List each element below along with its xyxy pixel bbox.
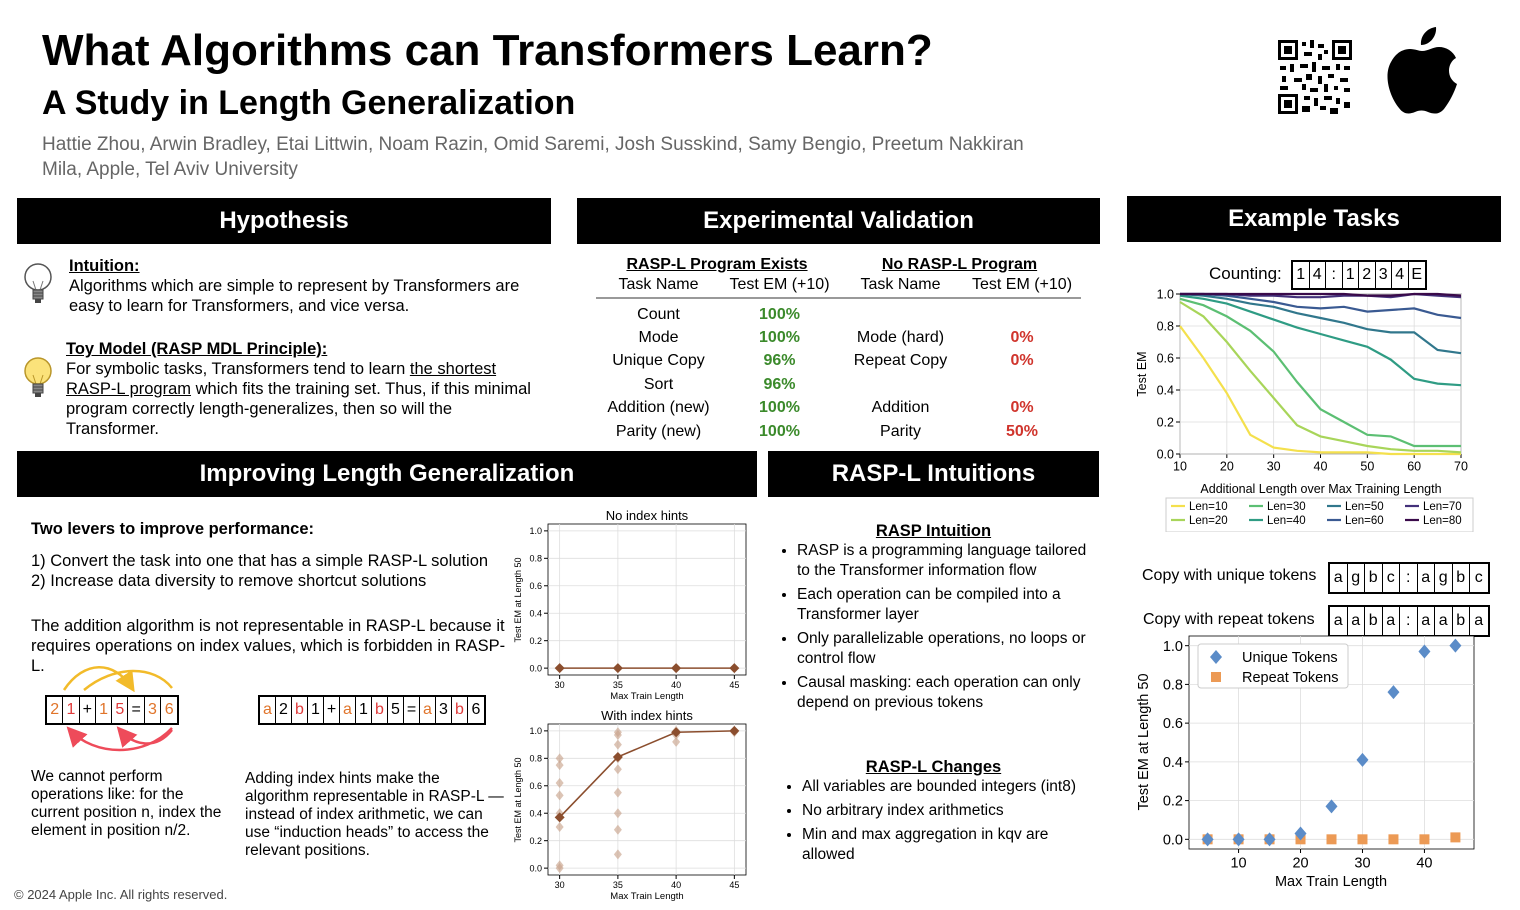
levers-title: Two levers to improve performance: [31,520,315,538]
y-axis-label: Test EM [1135,351,1149,397]
y-tick-label: 0.0 [529,663,542,674]
token: 1 [308,697,324,723]
col-em-left: Test EM (+10) [729,276,830,293]
rasp-intuition-title: RASP Intuition [875,522,992,540]
bullet-item: • Each operation can be compiled into a Transformer layer [797,585,1095,625]
with-hints-chart [510,708,760,904]
x-tick-label: 60 [1407,459,1422,474]
legend-label: Len=10 [1189,501,1228,513]
task-cell: Mode (hard) [856,329,945,347]
x-tick-label: 20 [1219,459,1234,474]
x-tick-label: 40 [1313,459,1328,474]
token: 1 [96,697,112,723]
token: b [452,697,468,723]
em-cell: 0% [1010,329,1034,347]
token: 1 [63,697,79,723]
em-cell: 0% [1010,399,1034,417]
x-tick-label: 30 [554,880,565,890]
repeat-copy-label: Copy with repeat tokens [1143,611,1315,628]
no-rasp-title: No RASP-L Program [881,256,1038,273]
chart-title: With index hints [601,708,693,723]
y-tick-label: 1.0 [1156,287,1174,302]
y-axis-label: Test EM at Length 50 [513,557,523,643]
legend-swatch [1211,672,1221,682]
shortest-program-link: the shortest RASP-L program [66,360,497,398]
x-tick-label: 10 [1230,855,1247,872]
token: 2 [47,697,63,723]
y-tick-label: 0.4 [1156,383,1174,398]
x-tick-label: 35 [612,880,623,890]
bullet-item: • Causal masking: each operation can only depend on previous tokens [797,673,1095,713]
legend-label: Len=80 [1423,515,1462,527]
y-tick-label: 0.6 [529,780,542,791]
poster-subtitle: A Study in Length Generalization [42,84,576,122]
rasp-exists-title: RASP-L Program Exists [626,256,808,273]
legend-label: Len=70 [1423,501,1462,513]
rasp-changes-title: RASP-L Changes [865,758,1002,776]
token: b [292,697,308,723]
token: a [420,697,436,723]
lightbulb-on-icon [22,356,54,400]
affiliations: Mila, Apple, Tel Aviv University [42,159,298,180]
token: 5 [112,697,128,723]
intuition-text: Algorithms which are simple to represent by Transformers are easy to learn for Transformers, and vice versa. [69,277,520,315]
token: : [1400,607,1418,635]
y-tick-label: 0.4 [529,608,542,619]
token: + [80,697,96,723]
token: a [1330,607,1348,635]
repeat-point [1327,834,1337,844]
y-tick-label: 1.0 [529,726,542,737]
intuitions-heading: RASP-L Intuitions [768,451,1099,497]
x-axis-label: Max Train Length [1274,874,1388,890]
em-cell: 50% [1005,422,1039,440]
bullet-item: • All variables are bounded integers (int8) [802,777,1090,797]
task-cell: Parity [880,422,921,440]
toy-model-text: For symbolic tasks, Transformers tend to learn the shortest RASP-L program which fits the training set. Thus, if this minimal program correctly length-generalizes, then so will the Transformer. [66,360,531,438]
x-tick-label: 35 [612,680,623,690]
token: c [1474,569,1483,586]
y-tick-label: 0.8 [1156,319,1174,334]
validation-row [596,303,1081,326]
improving-heading: Improving Length Generalization [17,451,757,497]
token: 3 [436,697,452,723]
x-tick-label: 40 [671,880,682,890]
unique-copy-tokens [1328,562,1490,594]
token: a [340,697,356,723]
no-hints-chart [510,508,760,706]
repeat-point [1357,834,1367,844]
bullet-item: • No arbitrary index arithmetics [802,801,1090,821]
x-axis-label: Max Train Length [610,691,684,702]
lightbulb-off-icon [22,262,54,306]
y-tick-label: 0.8 [529,753,542,764]
token: b [1453,564,1471,592]
legend-label: Len=30 [1267,501,1306,513]
legend-label: Len=20 [1189,515,1228,527]
y-tick-label: 0.6 [1156,351,1174,366]
x-tick-label: 40 [671,680,682,690]
toy-model-block [66,339,546,439]
counting-label: Counting: [1209,264,1282,283]
x-tick-label: 20 [1292,855,1309,872]
x-axis-label: Max Train Length [610,891,684,902]
validation-row [596,397,1081,420]
validation-row [596,420,1081,443]
token: a [1418,564,1436,592]
unique-copy-label: Copy with unique tokens [1142,567,1317,584]
token: : [1326,262,1343,288]
y-tick-label: 0.6 [529,580,542,591]
validation-heading: Experimental Validation [577,198,1100,244]
y-tick-label: 0.0 [529,863,542,874]
y-tick-label: 0.0 [1162,832,1183,849]
chart-title: No index hints [605,508,689,523]
em-cell: 100% [759,305,800,323]
em-cell: 100% [759,422,800,440]
apple-logo-icon [1386,27,1458,115]
token: g [1435,564,1453,592]
index-hint-tokens [258,695,486,725]
validation-row [596,373,1081,396]
repeat-point [1450,832,1460,842]
y-tick-label: 0.6 [1162,716,1183,733]
token: 4 [1310,262,1327,288]
y-tick-label: 0.2 [529,835,542,846]
token: a [1418,607,1436,635]
token: b [1453,607,1471,635]
hints-text: Adding index hints make the algorithm representable in RASP-L — instead of index arithmetic, we can use “induction heads” to access the relevant positions. [245,770,504,859]
y-tick-label: 0.8 [529,553,542,564]
bullet-item: • Min and max aggregation in kqv are allowed [802,825,1090,865]
col-task-right: Task Name [860,276,941,293]
lever-2: 2) Increase data diversity to remove shortcut solutions [31,572,427,590]
cannot-text: We cannot perform operations like: for the current position n, index the element in position n/2. [31,768,222,839]
y-tick-label: 0.2 [1162,793,1183,810]
toy-model-title: Toy Model (RASP MDL Principle): [66,340,328,358]
y-tick-label: 0.8 [1162,677,1183,694]
copyright-footer: © 2024 Apple Inc. All rights reserved. [14,887,228,902]
token: g [1348,564,1366,592]
token: 1 [356,697,372,723]
x-tick-label: 40 [1416,855,1433,872]
token: : [1400,564,1418,592]
token: 5 [388,697,404,723]
legend-label: Repeat Tokens [1242,670,1339,686]
x-tick-label: 45 [729,680,740,690]
token: a [1383,607,1401,635]
token: 6 [164,701,174,718]
em-cell: 100% [759,329,800,347]
em-cell: 96% [763,352,796,370]
author-list: Hattie Zhou, Arwin Bradley, Etai Littwin, Noam Razin, Omid Saremi, Josh Susskind, Samy Bengio, Preetum Nakkiran [42,134,1024,155]
token: E [1411,266,1423,283]
task-cell: Mode [638,329,679,347]
plot-frame [548,524,746,675]
token: c [1383,564,1401,592]
example-tasks-heading: Example Tasks [1127,196,1501,242]
y-axis-label: Test EM at Length 50 [1136,673,1152,811]
token: b [1365,564,1383,592]
token: 2 [276,697,292,723]
token: b [1365,607,1383,635]
task-cell: Count [637,305,680,323]
col-task-left: Task Name [618,276,699,293]
token: a [1435,607,1453,635]
lever-1: 1) Convert the task into one that has a simple RASP-L solution [31,552,489,570]
intuition-block [69,256,549,316]
x-tick-label: 70 [1454,459,1468,474]
token: b [372,697,388,723]
addition-note: The addition algorithm is not representable in RASP-L because it requires operations on index values, which is forbidden in RASP-L. [31,617,506,675]
token: a [260,697,276,723]
token: 3 [1376,262,1393,288]
rasp-changes-list [780,777,1090,869]
repeat-point [1419,834,1429,844]
repeat-point [1388,834,1398,844]
token: = [128,697,144,723]
task-cell: Sort [643,375,674,393]
token: 4 [1392,262,1409,288]
token: a [1348,607,1366,635]
x-axis-label: Additional Length over Max Training Length [1200,482,1442,496]
rasp-intuition-list [775,541,1095,717]
token: 1 [1343,262,1360,288]
token: = [404,697,420,723]
x-tick-label: 10 [1173,459,1187,474]
y-tick-label: 0.0 [1156,447,1174,462]
token: 3 [145,697,161,723]
intuition-title: Intuition: [69,257,140,275]
y-tick-label: 1.0 [1162,638,1183,655]
y-tick-label: 0.2 [529,635,542,646]
token: 6 [471,701,481,718]
bullet-item: • Only parallelizable operations, no loops or control flow [797,629,1095,669]
y-tick-label: 1.0 [529,526,542,537]
task-cell: Addition (new) [607,399,710,417]
token: 1 [1293,262,1310,288]
y-tick-label: 0.4 [1162,754,1183,771]
y-axis-label: Test EM at Length 50 [513,757,523,843]
x-tick-label: 50 [1360,459,1375,474]
counting-chart [1132,284,1477,532]
y-tick-label: 0.4 [529,808,542,819]
x-tick-label: 30 [554,680,565,690]
validation-row [596,350,1081,373]
task-cell: Addition [871,399,930,417]
qr-code-icon[interactable] [1278,40,1352,114]
validation-row [596,326,1081,349]
task-cell: Parity (new) [615,422,702,440]
legend-label: Len=60 [1345,515,1384,527]
poster-title: What Algorithms can Transformers Learn? [42,26,933,75]
legend-label: Unique Tokens [1242,650,1338,666]
col-em-right: Test EM (+10) [971,276,1073,293]
token: + [324,697,340,723]
em-cell: 100% [759,399,800,417]
x-tick-label: 45 [729,880,740,890]
em-cell: 96% [763,375,796,393]
x-tick-label: 30 [1354,855,1371,872]
task-cell: Repeat Copy [853,352,948,370]
equation-tokens [45,695,179,725]
token: a [1474,612,1484,629]
token: a [1330,564,1348,592]
legend-label: Len=50 [1345,501,1384,513]
token: 2 [1359,262,1376,288]
validation-table [596,256,1081,443]
bullet-item: • RASP is a programming language tailored to the Transformer information flow [797,541,1095,581]
x-tick-label: 30 [1266,459,1281,474]
legend-label: Len=40 [1267,515,1306,527]
y-tick-label: 0.2 [1156,415,1174,430]
em-cell: 0% [1010,352,1034,370]
hypothesis-heading: Hypothesis [17,198,551,244]
task-cell: Unique Copy [612,352,705,370]
copy-chart [1132,632,1482,894]
